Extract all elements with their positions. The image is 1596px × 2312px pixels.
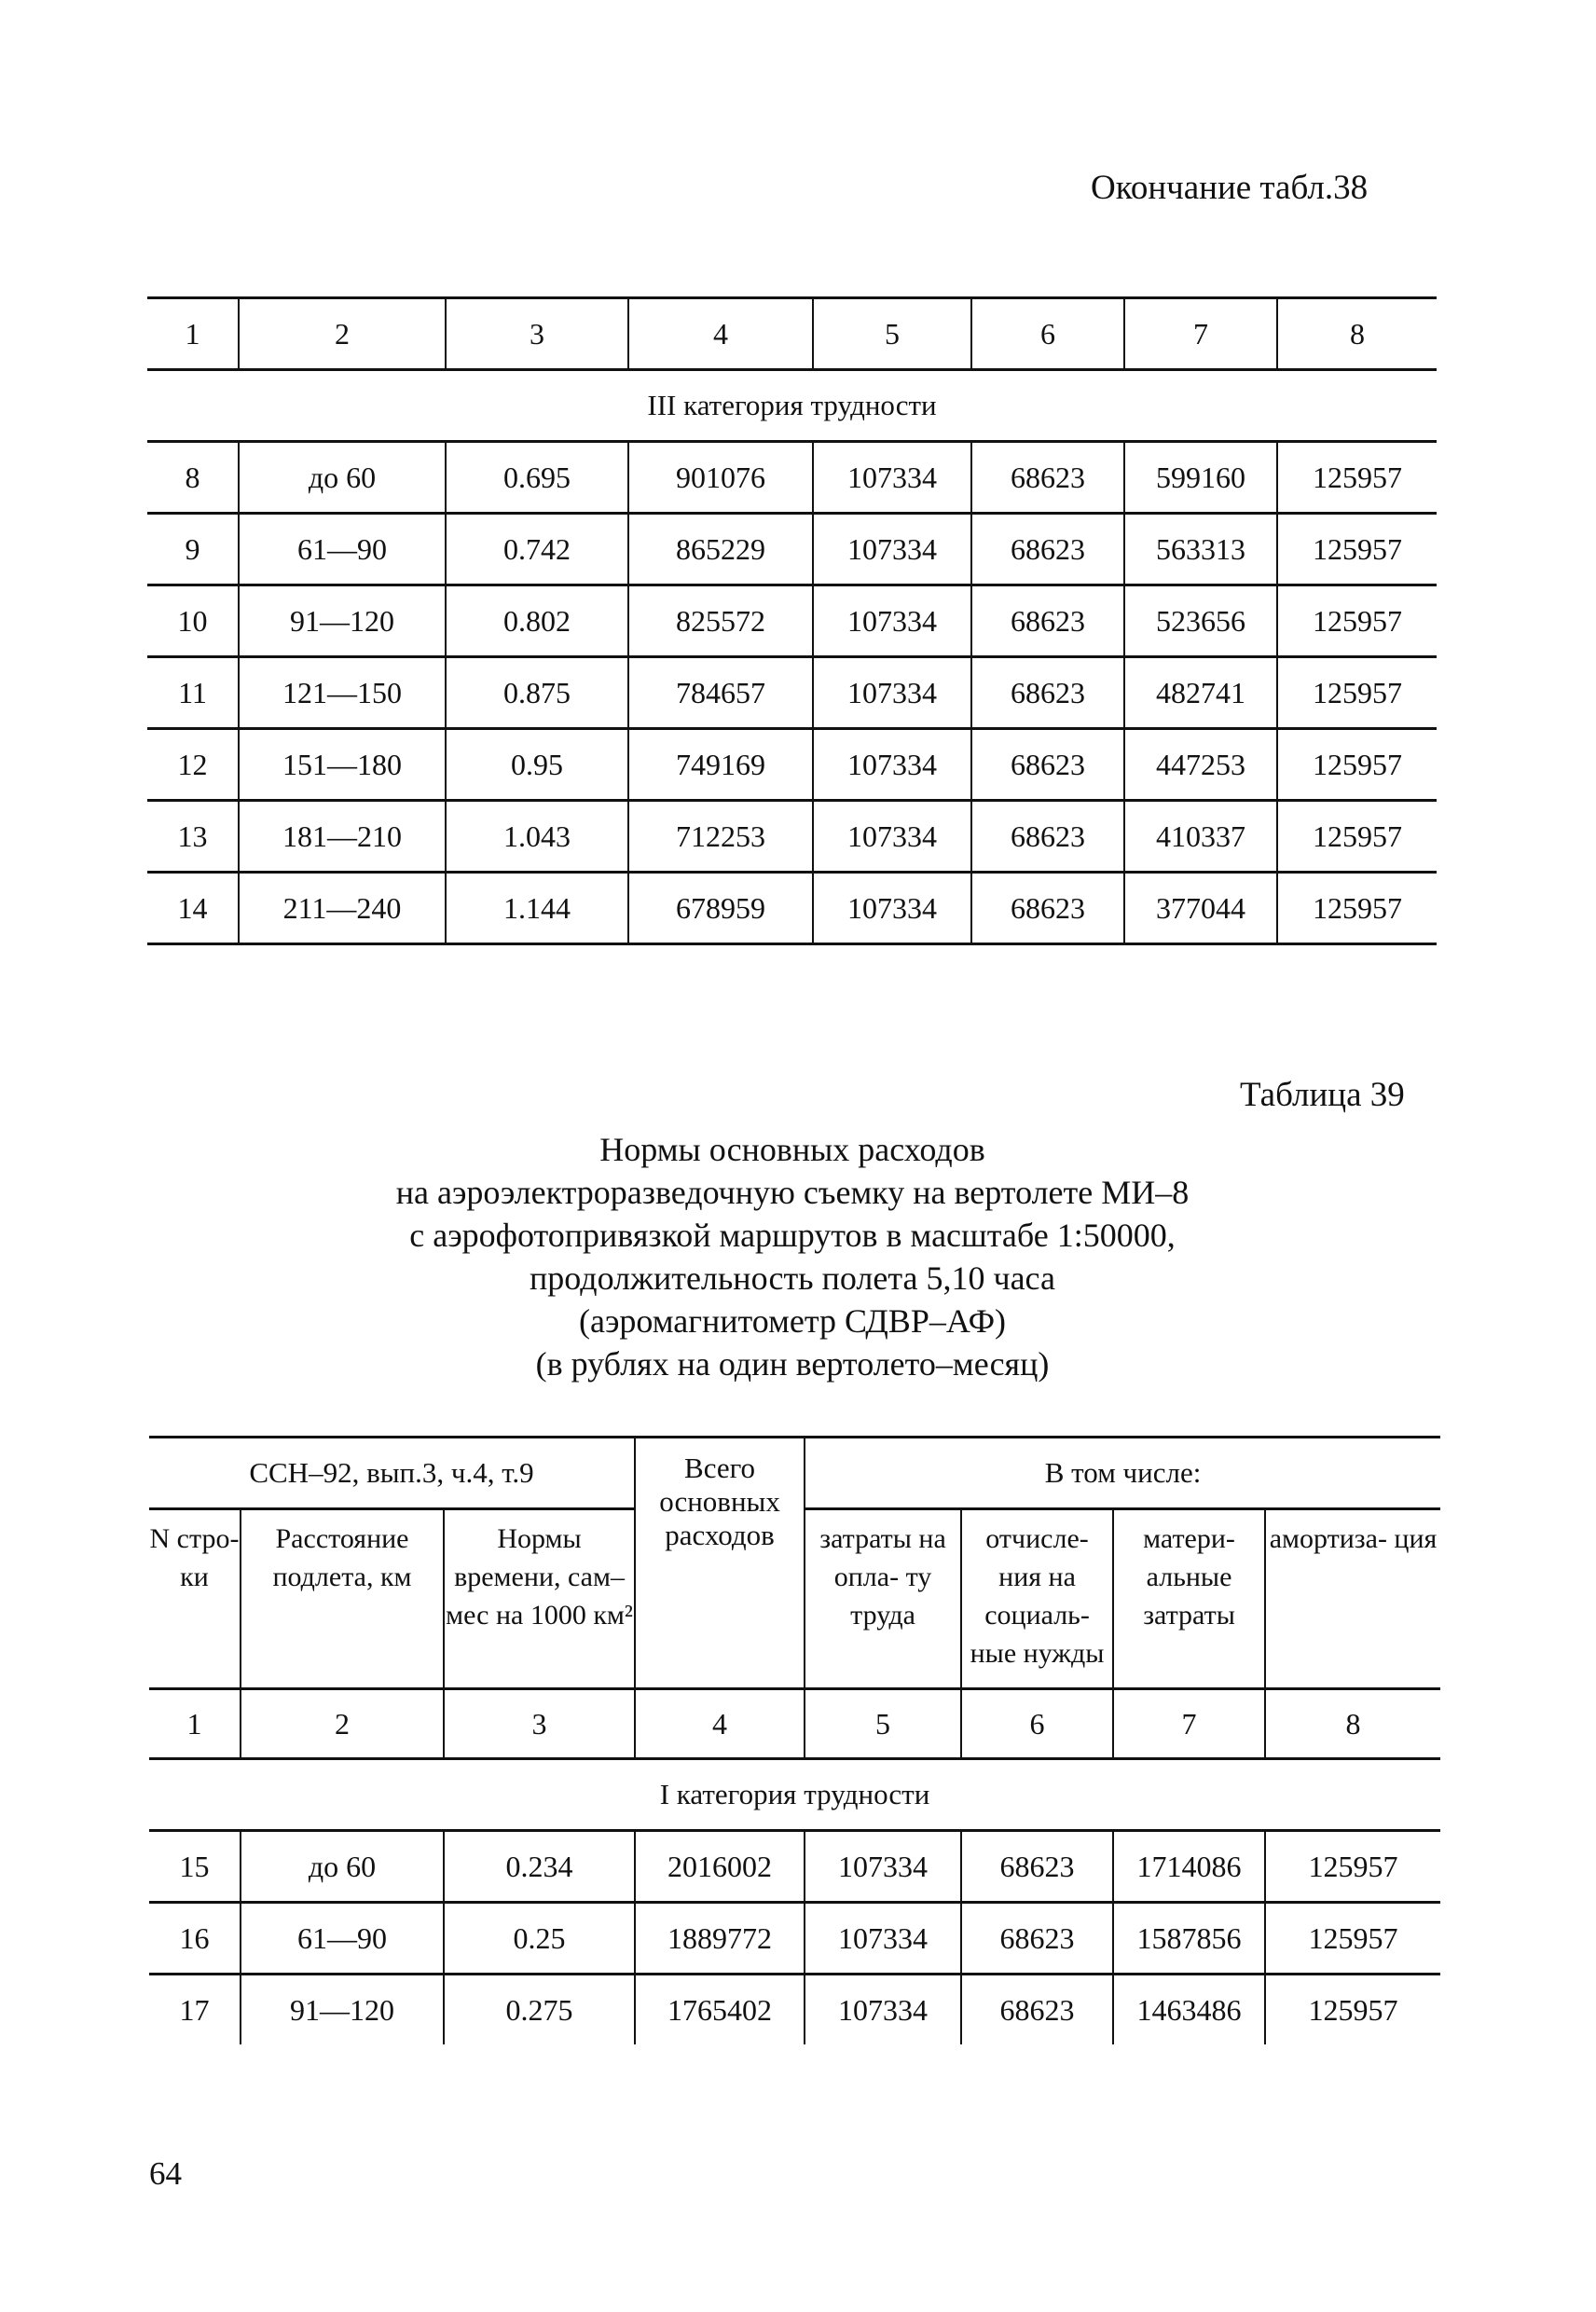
- column-number: 8: [1277, 298, 1437, 370]
- column-number: 5: [805, 1689, 961, 1759]
- continuation-caption: Окончание табл.38: [1091, 169, 1369, 207]
- column-number: 6: [961, 1689, 1113, 1759]
- table-row: [149, 1831, 1440, 1903]
- table-cell: 784657: [628, 657, 813, 729]
- table-cell: 1889772: [635, 1903, 805, 1975]
- table-cell: 1.144: [446, 873, 628, 944]
- including-header: В том числе:: [805, 1438, 1440, 1509]
- table-38-category-row: [147, 370, 1437, 442]
- labor-costs-header: затраты на опла- ту труда: [805, 1509, 961, 1689]
- table-cell: 121—150: [239, 657, 446, 729]
- table-cell: 125957: [1277, 657, 1437, 729]
- table-cell: 125957: [1265, 1831, 1440, 1903]
- column-number: 2: [241, 1689, 444, 1759]
- time-norms-header: Нормы времени, сам–мес на 1000 км²: [444, 1509, 635, 1689]
- table-cell: 12: [147, 729, 239, 801]
- table-cell: 107334: [813, 873, 971, 944]
- column-number: 5: [813, 298, 971, 370]
- table-row: [147, 442, 1437, 514]
- column-number: 4: [635, 1689, 805, 1759]
- table-39-title: [280, 1128, 1305, 1385]
- table-cell: 125957: [1265, 1975, 1440, 2045]
- table-cell: 125957: [1277, 585, 1437, 657]
- distance-header: Расстояние подлета, км: [241, 1509, 444, 1689]
- table-cell: 107334: [813, 801, 971, 873]
- table-cell: 678959: [628, 873, 813, 944]
- table-cell: 125957: [1277, 729, 1437, 801]
- material-costs-header: матери- альные затраты: [1113, 1509, 1265, 1689]
- table-cell: 107334: [813, 442, 971, 514]
- column-number: 1: [149, 1689, 241, 1759]
- table-cell: 68623: [961, 1903, 1113, 1975]
- title-line: с аэрофотопривязкой маршрутов в масштабе 1:50000,: [409, 1217, 1176, 1254]
- column-number: 7: [1124, 298, 1277, 370]
- table-cell: 16: [149, 1903, 241, 1975]
- table-cell: 68623: [971, 442, 1124, 514]
- table-cell: 712253: [628, 801, 813, 873]
- table-cell: 61—90: [239, 514, 446, 585]
- table-cell: 68623: [971, 801, 1124, 873]
- table-row: [147, 729, 1437, 801]
- table-cell: 107334: [813, 657, 971, 729]
- table-row: [147, 657, 1437, 729]
- table-cell: 1765402: [635, 1975, 805, 2045]
- table-cell: 0.25: [444, 1903, 635, 1975]
- table-39-label: Таблица 39: [1240, 1076, 1405, 1114]
- table-cell: 17: [179, 1992, 210, 2027]
- table-cell: 0.875: [446, 657, 628, 729]
- table-row: [149, 1975, 1440, 2045]
- table-cell: 211—240: [239, 873, 446, 944]
- title-line: на аэроэлектроразведочную съемку на вертолете МИ–8: [395, 1174, 1190, 1211]
- table-cell: 68623: [961, 1831, 1113, 1903]
- table-cell: 10: [147, 585, 239, 657]
- table-cell: 2016002: [635, 1831, 805, 1903]
- table-cell: 68623: [971, 585, 1124, 657]
- table-cell: 68623: [971, 657, 1124, 729]
- table-cell: 107334: [813, 585, 971, 657]
- table-cell: 523656: [1124, 585, 1277, 657]
- table-cell: 13: [147, 801, 239, 873]
- table-cell: 107334: [805, 1903, 961, 1975]
- table-cell: 125957: [1277, 442, 1437, 514]
- column-number: 8: [1265, 1689, 1440, 1759]
- column-number: 3: [446, 298, 628, 370]
- column-number: 7: [1113, 1689, 1265, 1759]
- table-cell: 107334: [805, 1975, 961, 2045]
- table-cell: 91—120: [239, 585, 446, 657]
- table-cell: 377044: [1124, 873, 1277, 944]
- table-cell: 410337: [1124, 801, 1277, 873]
- table-cell: 0.275: [444, 1975, 635, 2045]
- table-cell: 749169: [628, 729, 813, 801]
- table-38-column-numbers: [147, 298, 1437, 370]
- table-39-column-numbers: [149, 1689, 1440, 1759]
- social-deductions-header: отчисле- ния на социаль- ные нужды: [961, 1509, 1113, 1689]
- table-cell: до 60: [239, 442, 446, 514]
- table-cell: 125957: [1277, 873, 1437, 944]
- table-cell: 901076: [628, 442, 813, 514]
- table-row: [147, 801, 1437, 873]
- title-line: продолжительность полета 5,10 часа: [530, 1259, 1055, 1297]
- category-label: III категория трудности: [147, 370, 1437, 442]
- table-cell: 107334: [813, 514, 971, 585]
- row-number-header: N стро- ки: [149, 1523, 240, 1592]
- table-cell: 14: [147, 873, 239, 944]
- table-cell: 825572: [628, 585, 813, 657]
- table-cell: 15: [149, 1831, 241, 1903]
- table-cell: 125957: [1265, 1903, 1440, 1975]
- table-cell: 151—180: [239, 729, 446, 801]
- table-cell: 68623: [971, 873, 1124, 944]
- column-number: 4: [628, 298, 813, 370]
- table-39-header-row-1: [149, 1438, 1440, 1509]
- table-cell: 0.802: [446, 585, 628, 657]
- table-cell: до 60: [241, 1831, 444, 1903]
- table-cell: 61—90: [241, 1903, 444, 1975]
- table-cell: 0.742: [446, 514, 628, 585]
- title-line: (аэромагнитометр СДВР–АФ): [578, 1302, 1006, 1340]
- table-38: [147, 296, 1437, 945]
- title-line: (в рублях на один вертолето–месяц): [535, 1345, 1050, 1383]
- table-39: [149, 1436, 1440, 2044]
- table-cell: 91—120: [241, 1975, 444, 2045]
- table-row: [147, 514, 1437, 585]
- column-number: 3: [444, 1689, 635, 1759]
- table-cell: 1463486: [1113, 1975, 1265, 2045]
- table-row: [147, 873, 1437, 944]
- table-cell: 1587856: [1113, 1903, 1265, 1975]
- table-cell: 865229: [628, 514, 813, 585]
- table-cell: 1714086: [1113, 1831, 1265, 1903]
- source-reference: ССН–92, вып.3, ч.4, т.9: [149, 1438, 635, 1509]
- table-cell: 68623: [971, 729, 1124, 801]
- table-cell: 68623: [971, 514, 1124, 585]
- column-number: 6: [971, 298, 1124, 370]
- column-number: 1: [147, 298, 239, 370]
- table-cell: 107334: [813, 729, 971, 801]
- table-cell: 125957: [1277, 514, 1437, 585]
- table-39-category-row: [149, 1759, 1440, 1831]
- table-cell: 563313: [1124, 514, 1277, 585]
- table-cell: 125957: [1277, 801, 1437, 873]
- table-cell: 68623: [961, 1975, 1113, 2045]
- table-cell: 181—210: [239, 801, 446, 873]
- table-cell: 0.695: [446, 442, 628, 514]
- table-cell: 11: [147, 657, 239, 729]
- table-row: [147, 585, 1437, 657]
- table-cell: 482741: [1124, 657, 1277, 729]
- total-expenses-header: Всего основных расходов: [635, 1438, 805, 1689]
- title-line: Нормы основных расходов: [599, 1131, 985, 1168]
- table-cell: 0.234: [444, 1831, 635, 1903]
- table-cell: 107334: [805, 1831, 961, 1903]
- table-cell: 0.95: [446, 729, 628, 801]
- column-number: 2: [239, 298, 446, 370]
- depreciation-header: амортиза- ция: [1265, 1509, 1440, 1689]
- table-cell: 9: [147, 514, 239, 585]
- page-number: 64: [149, 2155, 182, 2192]
- table-cell: 1.043: [446, 801, 628, 873]
- table-row: [149, 1903, 1440, 1975]
- table-cell: 447253: [1124, 729, 1277, 801]
- table-cell: 599160: [1124, 442, 1277, 514]
- category-label: I категория трудности: [149, 1759, 1440, 1831]
- table-cell: 8: [147, 442, 239, 514]
